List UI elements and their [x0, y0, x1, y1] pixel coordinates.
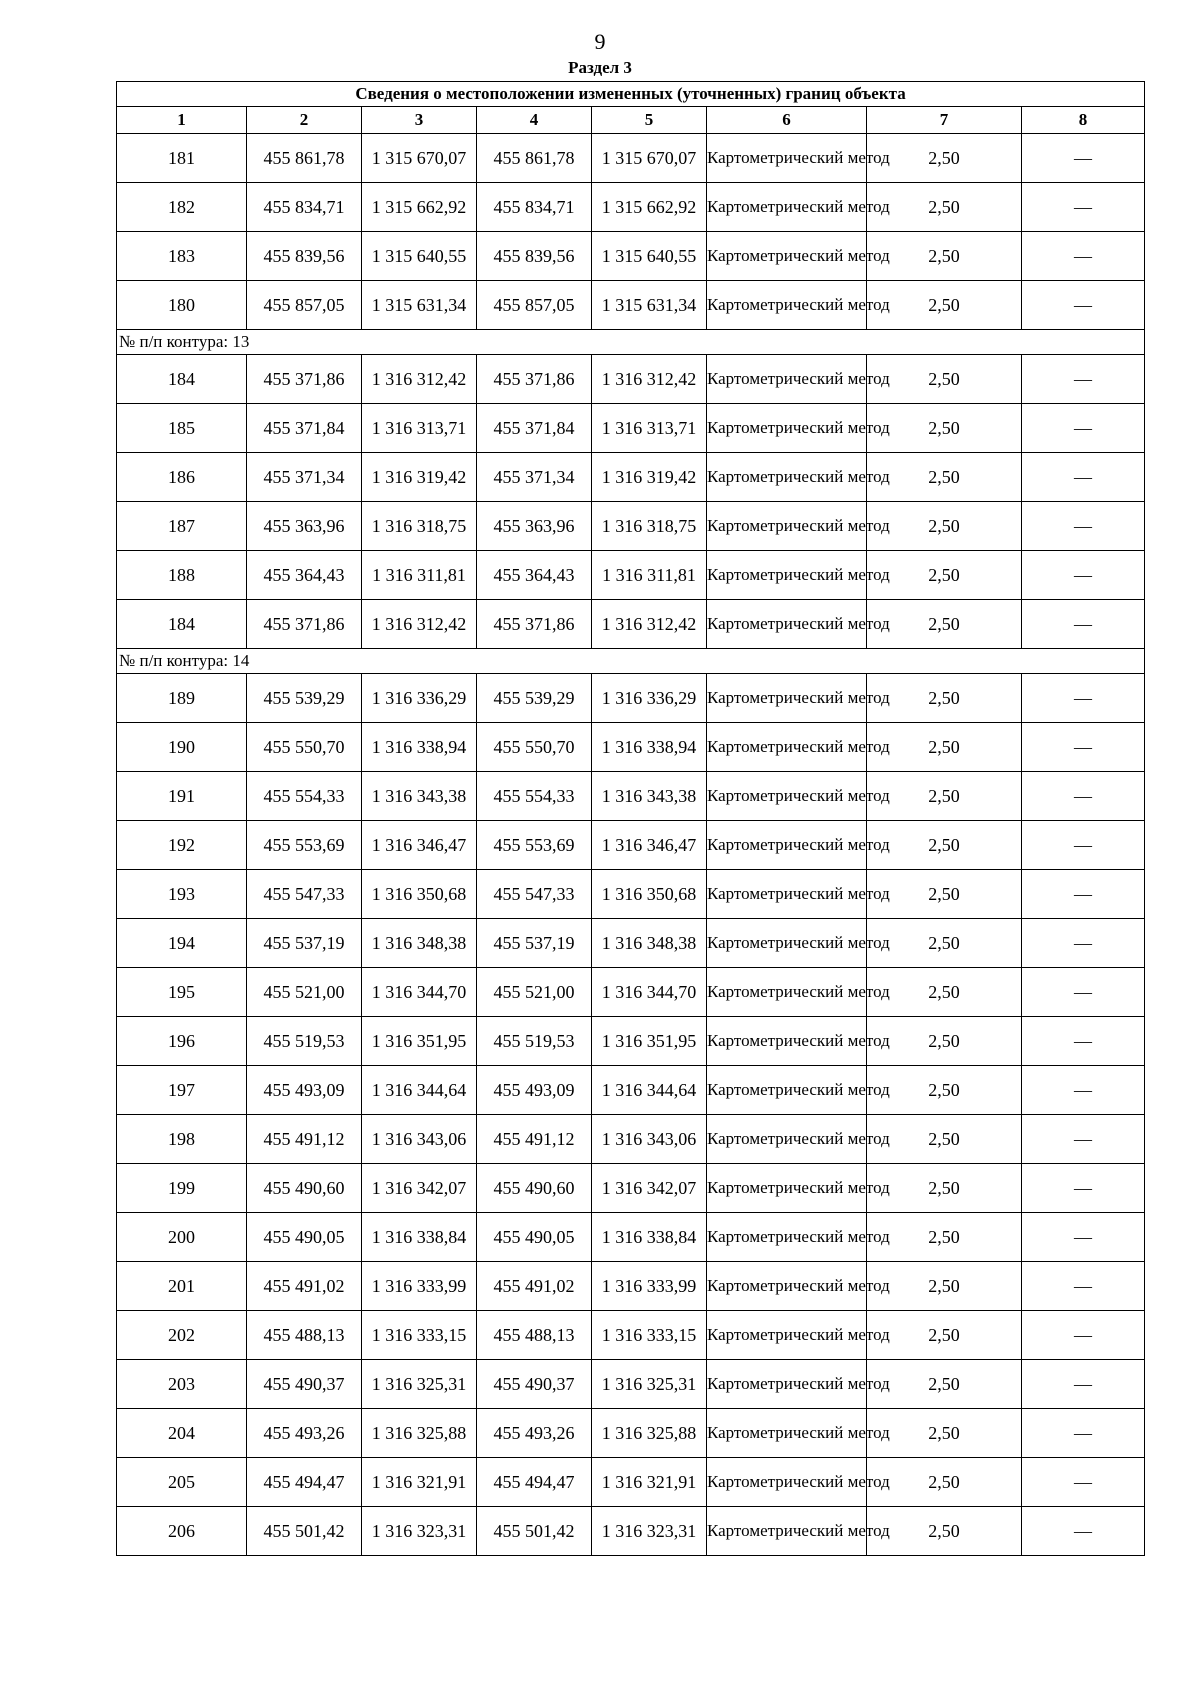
table-row — [117, 355, 1145, 404]
table-caption: Сведения о местоположении измененных (уточненных) границ объекта — [117, 82, 1145, 107]
method-cell: Картометрический метод — [707, 1017, 867, 1066]
x-existing-cell: 455 490,60 — [247, 1164, 362, 1213]
x-new-cell: 455 491,12 — [477, 1115, 592, 1164]
x-new-cell: 455 493,26 — [477, 1409, 592, 1458]
y-new-cell: 1 316 343,06 — [592, 1115, 707, 1164]
x-new-cell: 455 494,47 — [477, 1458, 592, 1507]
contour-label: № п/п контура: 13 — [117, 330, 1145, 355]
description-cell: — — [1022, 1262, 1145, 1311]
y-existing-cell: 1 315 640,55 — [362, 232, 477, 281]
x-new-cell: 455 363,96 — [477, 502, 592, 551]
description-cell: — — [1022, 1458, 1145, 1507]
table-row — [117, 821, 1145, 870]
method-cell: Картометрический метод — [707, 1213, 867, 1262]
description-cell: — — [1022, 1507, 1145, 1556]
x-existing-cell: 455 371,84 — [247, 404, 362, 453]
table-row — [117, 870, 1145, 919]
y-new-cell: 1 316 351,95 — [592, 1017, 707, 1066]
y-existing-cell: 1 316 333,99 — [362, 1262, 477, 1311]
precision-cell: 2,50 — [867, 1262, 1022, 1311]
point-number-cell: 187 — [117, 502, 247, 551]
x-new-cell: 455 490,05 — [477, 1213, 592, 1262]
y-existing-cell: 1 316 351,95 — [362, 1017, 477, 1066]
y-existing-cell: 1 316 319,42 — [362, 453, 477, 502]
table-row — [117, 404, 1145, 453]
point-number-cell: 206 — [117, 1507, 247, 1556]
table-row — [117, 232, 1145, 281]
y-new-cell: 1 316 313,71 — [592, 404, 707, 453]
point-number-cell: 199 — [117, 1164, 247, 1213]
x-new-cell: 455 553,69 — [477, 821, 592, 870]
x-existing-cell: 455 547,33 — [247, 870, 362, 919]
precision-cell: 2,50 — [867, 674, 1022, 723]
method-cell: Картометрический метод — [707, 355, 867, 404]
table-row — [117, 1115, 1145, 1164]
description-cell: — — [1022, 674, 1145, 723]
x-new-cell: 455 519,53 — [477, 1017, 592, 1066]
precision-cell: 2,50 — [867, 1115, 1022, 1164]
y-new-cell: 1 316 318,75 — [592, 502, 707, 551]
precision-cell: 2,50 — [867, 600, 1022, 649]
y-existing-cell: 1 316 338,84 — [362, 1213, 477, 1262]
x-new-cell: 455 364,43 — [477, 551, 592, 600]
x-existing-cell: 455 553,69 — [247, 821, 362, 870]
x-new-cell: 455 861,78 — [477, 134, 592, 183]
column-number: 1 — [117, 107, 247, 134]
y-new-cell: 1 316 346,47 — [592, 821, 707, 870]
method-cell: Картометрический метод — [707, 674, 867, 723]
point-number-cell: 192 — [117, 821, 247, 870]
point-number-cell: 204 — [117, 1409, 247, 1458]
precision-cell: 2,50 — [867, 551, 1022, 600]
table-row — [117, 183, 1145, 232]
table-row — [117, 1409, 1145, 1458]
method-cell: Картометрический метод — [707, 1360, 867, 1409]
table-row — [117, 502, 1145, 551]
precision-cell: 2,50 — [867, 502, 1022, 551]
y-existing-cell: 1 316 343,38 — [362, 772, 477, 821]
x-existing-cell: 455 834,71 — [247, 183, 362, 232]
point-number-cell: 198 — [117, 1115, 247, 1164]
precision-cell: 2,50 — [867, 404, 1022, 453]
column-number: 8 — [1022, 107, 1145, 134]
x-existing-cell: 455 364,43 — [247, 551, 362, 600]
x-new-cell: 455 491,02 — [477, 1262, 592, 1311]
y-new-cell: 1 316 344,64 — [592, 1066, 707, 1115]
point-number-cell: 190 — [117, 723, 247, 772]
method-cell: Картометрический метод — [707, 600, 867, 649]
y-new-cell: 1 316 311,81 — [592, 551, 707, 600]
y-existing-cell: 1 316 343,06 — [362, 1115, 477, 1164]
y-new-cell: 1 316 344,70 — [592, 968, 707, 1017]
x-new-cell: 455 834,71 — [477, 183, 592, 232]
x-existing-cell: 455 363,96 — [247, 502, 362, 551]
table-row — [117, 1262, 1145, 1311]
y-new-cell: 1 316 321,91 — [592, 1458, 707, 1507]
precision-cell: 2,50 — [867, 919, 1022, 968]
y-new-cell: 1 316 338,84 — [592, 1213, 707, 1262]
precision-cell: 2,50 — [867, 183, 1022, 232]
table-row — [117, 968, 1145, 1017]
y-new-cell: 1 316 312,42 — [592, 355, 707, 404]
table-row — [117, 1017, 1145, 1066]
y-existing-cell: 1 316 325,31 — [362, 1360, 477, 1409]
y-new-cell: 1 315 670,07 — [592, 134, 707, 183]
x-existing-cell: 455 371,86 — [247, 600, 362, 649]
y-new-cell: 1 316 343,38 — [592, 772, 707, 821]
x-new-cell: 455 857,05 — [477, 281, 592, 330]
precision-cell: 2,50 — [867, 1360, 1022, 1409]
x-existing-cell: 455 494,47 — [247, 1458, 362, 1507]
table-row — [117, 453, 1145, 502]
y-existing-cell: 1 316 311,81 — [362, 551, 477, 600]
y-existing-cell: 1 316 346,47 — [362, 821, 477, 870]
x-new-cell: 455 550,70 — [477, 723, 592, 772]
precision-cell: 2,50 — [867, 1066, 1022, 1115]
contour-label: № п/п контура: 14 — [117, 649, 1145, 674]
description-cell: — — [1022, 821, 1145, 870]
method-cell: Картометрический метод — [707, 968, 867, 1017]
x-existing-cell: 455 521,00 — [247, 968, 362, 1017]
y-existing-cell: 1 316 342,07 — [362, 1164, 477, 1213]
x-existing-cell: 455 490,05 — [247, 1213, 362, 1262]
description-cell: — — [1022, 968, 1145, 1017]
description-cell: — — [1022, 183, 1145, 232]
y-existing-cell: 1 316 348,38 — [362, 919, 477, 968]
y-new-cell: 1 316 319,42 — [592, 453, 707, 502]
x-new-cell: 455 539,29 — [477, 674, 592, 723]
column-number: 2 — [247, 107, 362, 134]
x-existing-cell: 455 491,02 — [247, 1262, 362, 1311]
x-existing-cell: 455 554,33 — [247, 772, 362, 821]
precision-cell: 2,50 — [867, 1409, 1022, 1458]
x-existing-cell: 455 493,26 — [247, 1409, 362, 1458]
table-row — [117, 1458, 1145, 1507]
point-number-cell: 200 — [117, 1213, 247, 1262]
table-body — [117, 134, 1145, 1556]
column-number: 5 — [592, 107, 707, 134]
description-cell: — — [1022, 1213, 1145, 1262]
method-cell: Картометрический метод — [707, 1066, 867, 1115]
y-new-cell: 1 315 631,34 — [592, 281, 707, 330]
y-existing-cell: 1 316 318,75 — [362, 502, 477, 551]
column-number: 7 — [867, 107, 1022, 134]
x-new-cell: 455 371,84 — [477, 404, 592, 453]
point-number-cell: 203 — [117, 1360, 247, 1409]
y-existing-cell: 1 316 350,68 — [362, 870, 477, 919]
y-new-cell: 1 316 333,99 — [592, 1262, 707, 1311]
column-number: 4 — [477, 107, 592, 134]
method-cell: Картометрический метод — [707, 1507, 867, 1556]
y-existing-cell: 1 315 662,92 — [362, 183, 477, 232]
table-row — [117, 723, 1145, 772]
point-number-cell: 180 — [117, 281, 247, 330]
y-existing-cell: 1 315 631,34 — [362, 281, 477, 330]
method-cell: Картометрический метод — [707, 551, 867, 600]
precision-cell: 2,50 — [867, 968, 1022, 1017]
description-cell: — — [1022, 404, 1145, 453]
description-cell: — — [1022, 772, 1145, 821]
precision-cell: 2,50 — [867, 281, 1022, 330]
y-existing-cell: 1 316 344,70 — [362, 968, 477, 1017]
x-existing-cell: 455 501,42 — [247, 1507, 362, 1556]
x-new-cell: 455 501,42 — [477, 1507, 592, 1556]
y-new-cell: 1 316 342,07 — [592, 1164, 707, 1213]
description-cell: — — [1022, 1164, 1145, 1213]
method-cell: Картометрический метод — [707, 1409, 867, 1458]
y-new-cell: 1 316 350,68 — [592, 870, 707, 919]
x-new-cell: 455 488,13 — [477, 1311, 592, 1360]
y-existing-cell: 1 316 336,29 — [362, 674, 477, 723]
method-cell: Картометрический метод — [707, 1262, 867, 1311]
precision-cell: 2,50 — [867, 453, 1022, 502]
point-number-cell: 186 — [117, 453, 247, 502]
x-new-cell: 455 493,09 — [477, 1066, 592, 1115]
description-cell: — — [1022, 134, 1145, 183]
y-existing-cell: 1 316 333,15 — [362, 1311, 477, 1360]
method-cell: Картометрический метод — [707, 404, 867, 453]
method-cell: Картометрический метод — [707, 1458, 867, 1507]
x-new-cell: 455 490,37 — [477, 1360, 592, 1409]
boundary-coordinates-table — [116, 81, 1145, 1556]
table-row — [117, 1360, 1145, 1409]
table-row — [117, 1213, 1145, 1262]
y-new-cell: 1 316 312,42 — [592, 600, 707, 649]
x-existing-cell: 455 371,86 — [247, 355, 362, 404]
point-number-cell: 185 — [117, 404, 247, 453]
point-number-cell: 184 — [117, 600, 247, 649]
y-existing-cell: 1 316 325,88 — [362, 1409, 477, 1458]
x-existing-cell: 455 491,12 — [247, 1115, 362, 1164]
y-existing-cell: 1 316 312,42 — [362, 355, 477, 404]
contour-row — [117, 649, 1145, 674]
method-cell: Картометрический метод — [707, 821, 867, 870]
method-cell: Картометрический метод — [707, 723, 867, 772]
x-existing-cell: 455 537,19 — [247, 919, 362, 968]
table-row — [117, 134, 1145, 183]
x-new-cell: 455 537,19 — [477, 919, 592, 968]
method-cell: Картометрический метод — [707, 281, 867, 330]
method-cell: Картометрический метод — [707, 1311, 867, 1360]
table-row — [117, 551, 1145, 600]
description-cell: — — [1022, 355, 1145, 404]
column-number: 6 — [707, 107, 867, 134]
table-row — [117, 1164, 1145, 1213]
section-title: Раздел 3 — [568, 58, 632, 77]
y-existing-cell: 1 316 321,91 — [362, 1458, 477, 1507]
x-existing-cell: 455 519,53 — [247, 1017, 362, 1066]
method-cell: Картометрический метод — [707, 1164, 867, 1213]
table-row — [117, 1066, 1145, 1115]
description-cell: — — [1022, 919, 1145, 968]
x-existing-cell: 455 839,56 — [247, 232, 362, 281]
point-number-cell: 193 — [117, 870, 247, 919]
precision-cell: 2,50 — [867, 1458, 1022, 1507]
y-existing-cell: 1 315 670,07 — [362, 134, 477, 183]
table-row — [117, 281, 1145, 330]
column-number-row — [117, 107, 1145, 134]
contour-row — [117, 330, 1145, 355]
precision-cell: 2,50 — [867, 232, 1022, 281]
description-cell: — — [1022, 1115, 1145, 1164]
table-row — [117, 919, 1145, 968]
description-cell: — — [1022, 551, 1145, 600]
description-cell: — — [1022, 1311, 1145, 1360]
method-cell: Картометрический метод — [707, 870, 867, 919]
description-cell: — — [1022, 723, 1145, 772]
method-cell: Картометрический метод — [707, 1115, 867, 1164]
description-cell: — — [1022, 600, 1145, 649]
point-number-cell: 197 — [117, 1066, 247, 1115]
y-existing-cell: 1 316 313,71 — [362, 404, 477, 453]
table-row — [117, 1311, 1145, 1360]
x-new-cell: 455 554,33 — [477, 772, 592, 821]
description-cell: — — [1022, 870, 1145, 919]
y-new-cell: 1 316 325,88 — [592, 1409, 707, 1458]
y-new-cell: 1 315 662,92 — [592, 183, 707, 232]
precision-cell: 2,50 — [867, 1213, 1022, 1262]
point-number-cell: 183 — [117, 232, 247, 281]
method-cell: Картометрический метод — [707, 183, 867, 232]
point-number-cell: 195 — [117, 968, 247, 1017]
point-number-cell: 205 — [117, 1458, 247, 1507]
precision-cell: 2,50 — [867, 1507, 1022, 1556]
method-cell: Картометрический метод — [707, 772, 867, 821]
description-cell: — — [1022, 453, 1145, 502]
precision-cell: 2,50 — [867, 1017, 1022, 1066]
point-number-cell: 202 — [117, 1311, 247, 1360]
precision-cell: 2,50 — [867, 134, 1022, 183]
description-cell: — — [1022, 1360, 1145, 1409]
precision-cell: 2,50 — [867, 772, 1022, 821]
x-new-cell: 455 490,60 — [477, 1164, 592, 1213]
description-cell: — — [1022, 232, 1145, 281]
y-new-cell: 1 316 325,31 — [592, 1360, 707, 1409]
point-number-cell: 182 — [117, 183, 247, 232]
method-cell: Картометрический метод — [707, 134, 867, 183]
description-cell: — — [1022, 1017, 1145, 1066]
point-number-cell: 184 — [117, 355, 247, 404]
x-new-cell: 455 371,86 — [477, 600, 592, 649]
point-number-cell: 194 — [117, 919, 247, 968]
precision-cell: 2,50 — [867, 723, 1022, 772]
point-number-cell: 191 — [117, 772, 247, 821]
precision-cell: 2,50 — [867, 1311, 1022, 1360]
method-cell: Картометрический метод — [707, 919, 867, 968]
y-new-cell: 1 316 333,15 — [592, 1311, 707, 1360]
description-cell: — — [1022, 1409, 1145, 1458]
y-new-cell: 1 316 338,94 — [592, 723, 707, 772]
table-row — [117, 1507, 1145, 1556]
table-row — [117, 674, 1145, 723]
precision-cell: 2,50 — [867, 355, 1022, 404]
page-number: 9 — [594, 29, 606, 54]
x-existing-cell: 455 490,37 — [247, 1360, 362, 1409]
point-number-cell: 188 — [117, 551, 247, 600]
y-new-cell: 1 316 323,31 — [592, 1507, 707, 1556]
x-existing-cell: 455 488,13 — [247, 1311, 362, 1360]
x-new-cell: 455 371,34 — [477, 453, 592, 502]
point-number-cell: 189 — [117, 674, 247, 723]
point-number-cell: 201 — [117, 1262, 247, 1311]
y-existing-cell: 1 316 344,64 — [362, 1066, 477, 1115]
method-cell: Картометрический метод — [707, 453, 867, 502]
description-cell: — — [1022, 1066, 1145, 1115]
method-cell: Картометрический метод — [707, 502, 867, 551]
y-new-cell: 1 316 348,38 — [592, 919, 707, 968]
column-number: 3 — [362, 107, 477, 134]
point-number-cell: 196 — [117, 1017, 247, 1066]
x-new-cell: 455 371,86 — [477, 355, 592, 404]
description-cell: — — [1022, 281, 1145, 330]
precision-cell: 2,50 — [867, 1164, 1022, 1213]
table-row — [117, 772, 1145, 821]
x-existing-cell: 455 857,05 — [247, 281, 362, 330]
y-existing-cell: 1 316 338,94 — [362, 723, 477, 772]
point-number-cell: 181 — [117, 134, 247, 183]
x-existing-cell: 455 539,29 — [247, 674, 362, 723]
x-new-cell: 455 547,33 — [477, 870, 592, 919]
precision-cell: 2,50 — [867, 821, 1022, 870]
x-existing-cell: 455 371,34 — [247, 453, 362, 502]
y-new-cell: 1 315 640,55 — [592, 232, 707, 281]
table-row — [117, 600, 1145, 649]
x-existing-cell: 455 861,78 — [247, 134, 362, 183]
y-new-cell: 1 316 336,29 — [592, 674, 707, 723]
y-existing-cell: 1 316 312,42 — [362, 600, 477, 649]
precision-cell: 2,50 — [867, 870, 1022, 919]
method-cell: Картометрический метод — [707, 232, 867, 281]
x-new-cell: 455 521,00 — [477, 968, 592, 1017]
x-existing-cell: 455 493,09 — [247, 1066, 362, 1115]
x-new-cell: 455 839,56 — [477, 232, 592, 281]
description-cell: — — [1022, 502, 1145, 551]
y-existing-cell: 1 316 323,31 — [362, 1507, 477, 1556]
x-existing-cell: 455 550,70 — [247, 723, 362, 772]
